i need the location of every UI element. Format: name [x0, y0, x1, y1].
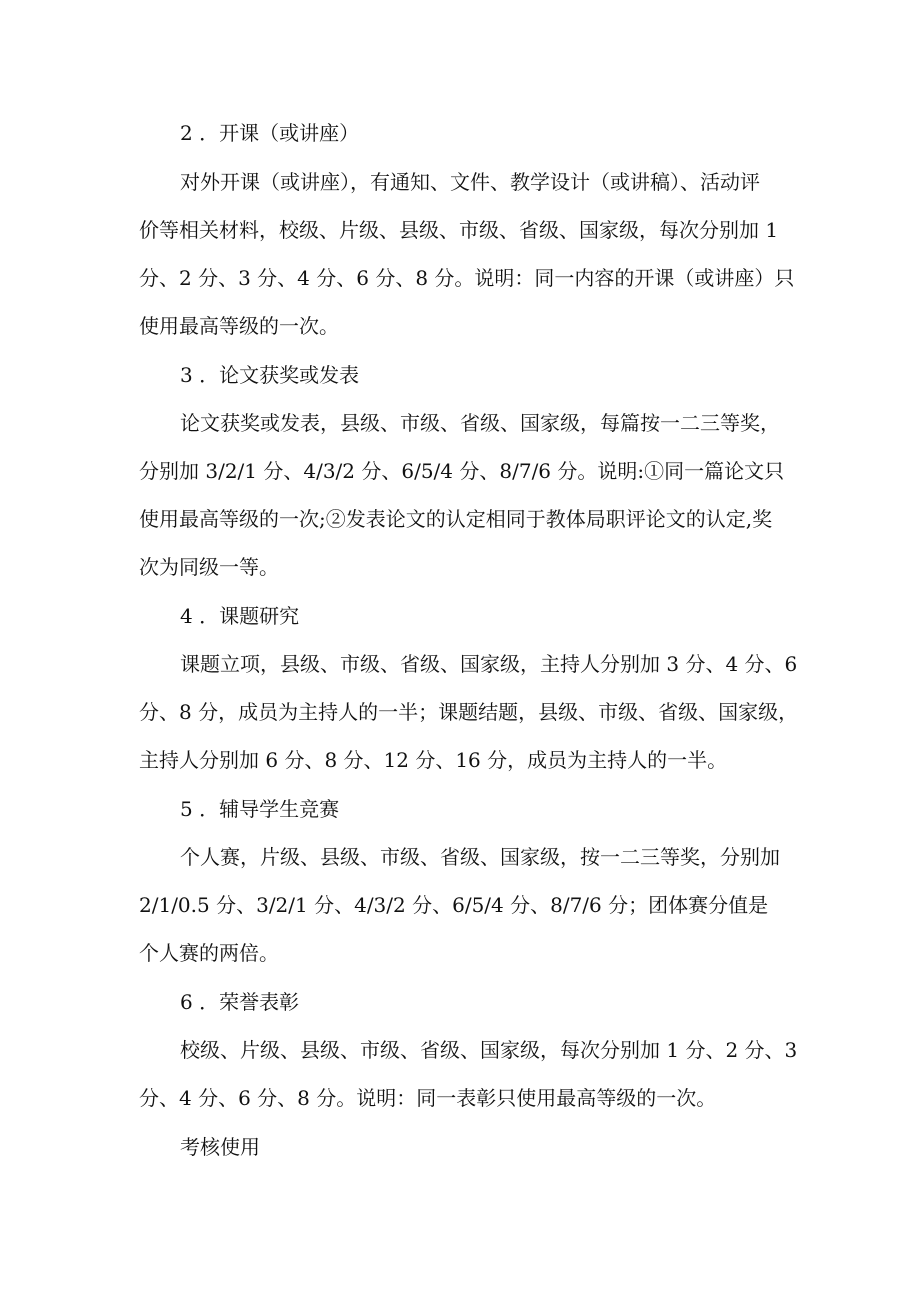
paragraph-line: 个人赛的两倍。	[139, 941, 279, 965]
paragraph-line: 分、2 分、3 分、4 分、6 分、8 分。说明：同一内容的开课（或讲座）只	[139, 266, 795, 290]
paragraph-line: 价等相关材料，校级、片级、县级、市级、省级、国家级，每次分别加 1	[139, 218, 779, 242]
paragraph-line: 使用最高等级的一次。	[139, 314, 339, 338]
paragraph-line: 分、8 分，成员为主持人的一半；课题结题，县级、市级、省级、国家级，	[139, 700, 799, 724]
paragraph-line: 主持人分别加 6 分、8 分、12 分、16 分，成员为主持人的一半。	[139, 748, 728, 772]
paragraph-line: 分别加 3/2/1 分、4/3/2 分、6/5/4 分、8/7/6 分。说明:①同一篇论文只	[139, 459, 785, 483]
paragraph-line: 使用最高等级的一次;②发表论文的认定相同于教体局职评论文的认定,奖	[139, 507, 773, 531]
section-heading: 4 ．课题研究	[180, 604, 300, 628]
section-heading: 2 ．开课（或讲座）	[180, 121, 360, 145]
paragraph-line: 校级、片级、县级、市级、省级、国家级，每次分别加 1 分、2 分、3	[180, 1038, 798, 1062]
paragraph-line: 次为同级一等。	[139, 555, 279, 579]
paragraph-line: 2/1/0.5 分、3/2/1 分、4/3/2 分、6/5/4 分、8/7/6 分；团体赛分值是	[139, 893, 769, 917]
paragraph-line: 论文获奖或发表，县级、市级、省级、国家级，每篇按一二三等奖，	[180, 411, 780, 435]
paragraph-line: 课题立项，县级、市级、省级、国家级，主持人分别加 3 分、4 分、6	[180, 652, 798, 676]
section-heading: 3 ．论文获奖或发表	[180, 363, 360, 387]
paragraph-line: 对外开课（或讲座），有通知、文件、教学设计（或讲稿）、活动评	[180, 170, 760, 194]
paragraph-line: 个人赛，片级、县级、市级、省级、国家级，按一二三等奖，分别加	[180, 845, 780, 869]
section-heading: 5 ．辅导学生竞赛	[180, 797, 340, 821]
section-heading: 6 ．荣誉表彰	[180, 990, 300, 1014]
section-heading: 考核使用	[180, 1135, 260, 1159]
paragraph-line: 分、4 分、6 分、8 分。说明：同一表彰只使用最高等级的一次。	[139, 1086, 717, 1110]
